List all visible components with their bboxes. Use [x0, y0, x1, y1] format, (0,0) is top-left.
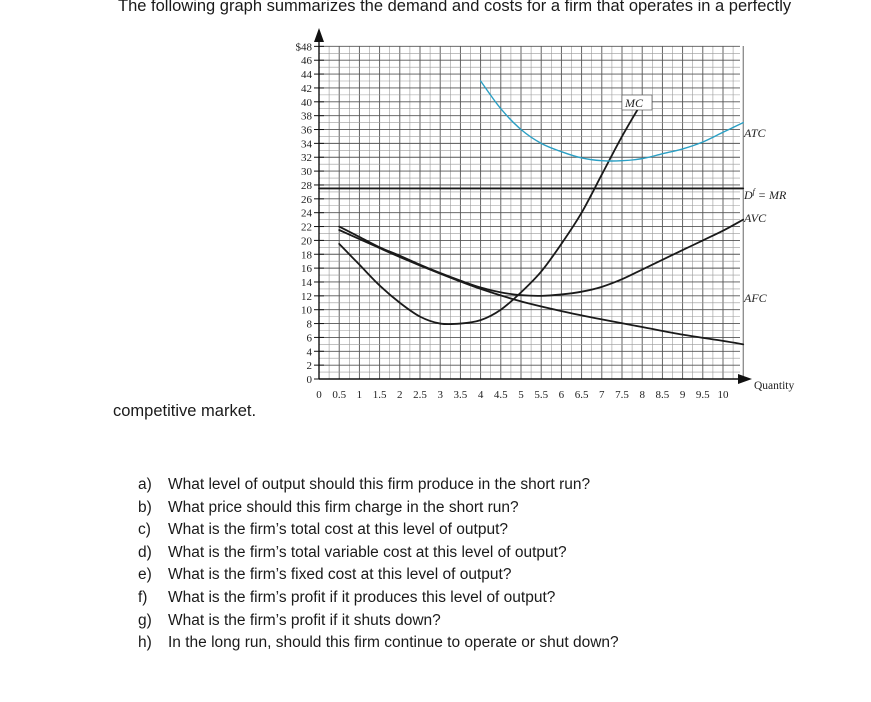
question-text: What level of output should this firm produce in the short run?	[168, 476, 591, 493]
question-text: What price should this firm charge in the short run?	[168, 498, 519, 516]
question-item	[138, 632, 619, 655]
x-tick-label: 2	[397, 389, 403, 401]
y-tick-label: 32	[301, 152, 312, 165]
curve-label-rest: = MR	[754, 188, 787, 202]
question-label: a)	[138, 476, 152, 493]
y-tick-label: 20	[301, 235, 312, 248]
x-tick-label: 0	[316, 389, 322, 401]
question-text: In the long run, should this firm continue to operate or shut down?	[168, 634, 619, 652]
x-tick-label: 5	[518, 389, 524, 401]
question-item	[138, 564, 619, 587]
x-tick-label: 10	[717, 389, 729, 401]
y-tick-label: 22	[301, 221, 312, 234]
question-item	[138, 542, 619, 565]
x-tick-label: 8	[639, 389, 645, 401]
question-label: f)	[138, 588, 148, 606]
question-text: What is the firm’s profit if it shuts down?	[168, 611, 441, 629]
y-tick-label: 30	[301, 166, 312, 179]
y-tick-label: 6	[306, 332, 312, 345]
curve-label-afc: AFC	[744, 291, 767, 305]
x-tick-label: 0.5	[332, 389, 347, 401]
x-tick-label: 6	[558, 389, 565, 401]
y-tick-label: 24	[301, 207, 312, 220]
chart-curve-labels	[622, 95, 787, 305]
y-tick-label: 14	[301, 276, 312, 289]
question-label: e)	[138, 566, 152, 584]
question-list	[138, 474, 619, 655]
x-axis-title: Quantity	[754, 380, 795, 392]
x-tick-label: 9	[679, 389, 686, 401]
y-tick-label: 18	[301, 249, 312, 262]
curve-label-df-mr	[743, 187, 787, 202]
x-tick-label: 3	[437, 389, 443, 401]
y-tick-label: 46	[301, 55, 312, 68]
y-tick-label: 10	[301, 304, 312, 317]
question-item	[138, 587, 619, 610]
y-tick-label: 12	[301, 290, 312, 303]
question-text: What is the firm’s profit if it produces this level of output?	[168, 588, 556, 606]
x-tick-label: 4.5	[493, 389, 508, 401]
y-tick-label: 44	[301, 69, 312, 82]
y-tick-label: 38	[301, 110, 312, 123]
y-tick-label: 40	[301, 96, 312, 109]
x-tick-label: 8.5	[655, 389, 670, 401]
x-tick-label: 4	[477, 389, 484, 401]
question-text: What is the firm’s fixed cost at this level of output?	[168, 566, 512, 584]
x-axis-arrow	[738, 374, 752, 384]
y-tick-label: $48	[295, 41, 312, 54]
y-tick-label: 2	[306, 360, 312, 373]
y-axis-arrow	[314, 28, 324, 42]
curve-label-mc: MC	[625, 96, 643, 110]
x-tick-label: 7.5	[615, 389, 629, 401]
question-label: c)	[138, 521, 151, 539]
question-label: b)	[138, 498, 152, 516]
y-tick-label: 26	[301, 193, 312, 206]
y-tick-label: 28	[301, 179, 312, 192]
curve-label-avc: AVC	[744, 211, 767, 225]
x-tick-label: 6.5	[574, 389, 589, 401]
question-item	[138, 610, 619, 633]
y-tick-label: 34	[301, 138, 312, 151]
intro-text-line-2: competitive market.	[113, 402, 257, 420]
y-tick-label: 36	[301, 124, 312, 137]
curve-label-atc: ATC	[744, 126, 766, 140]
x-tick-label: 5.5	[534, 389, 549, 401]
curve-label-main: D	[744, 188, 753, 202]
y-tick-label: 42	[301, 82, 312, 95]
chart-tick-labels	[296, 41, 795, 401]
x-tick-label: 1.5	[372, 389, 387, 401]
x-tick-label: 9.5	[695, 389, 710, 401]
question-label: h)	[138, 634, 152, 652]
question-label: d)	[138, 543, 152, 561]
question-label: g)	[138, 611, 152, 629]
y-tick-label: 0	[306, 374, 312, 386]
question-text: What is the firm’s total variable cost at this level of output?	[168, 543, 567, 561]
x-tick-label: 2.5	[413, 389, 427, 401]
question-text: What is the firm’s total cost at this level of output?	[168, 521, 509, 539]
x-tick-label: 3.5	[453, 389, 468, 401]
question-item	[138, 519, 619, 542]
y-tick-label: 4	[306, 346, 312, 359]
intro-text-line-1: The following graph summarizes the demand and costs for a firm that operates in a perfectly	[118, 0, 792, 15]
y-tick-label: 16	[301, 263, 312, 276]
x-tick-label: 1	[356, 389, 363, 401]
curve-label-superscript: f	[752, 187, 755, 196]
y-tick-label: 8	[306, 318, 312, 331]
x-tick-label: 7	[599, 389, 605, 401]
question-item	[138, 474, 619, 497]
chart-grid	[319, 46, 743, 379]
question-item	[138, 497, 619, 520]
